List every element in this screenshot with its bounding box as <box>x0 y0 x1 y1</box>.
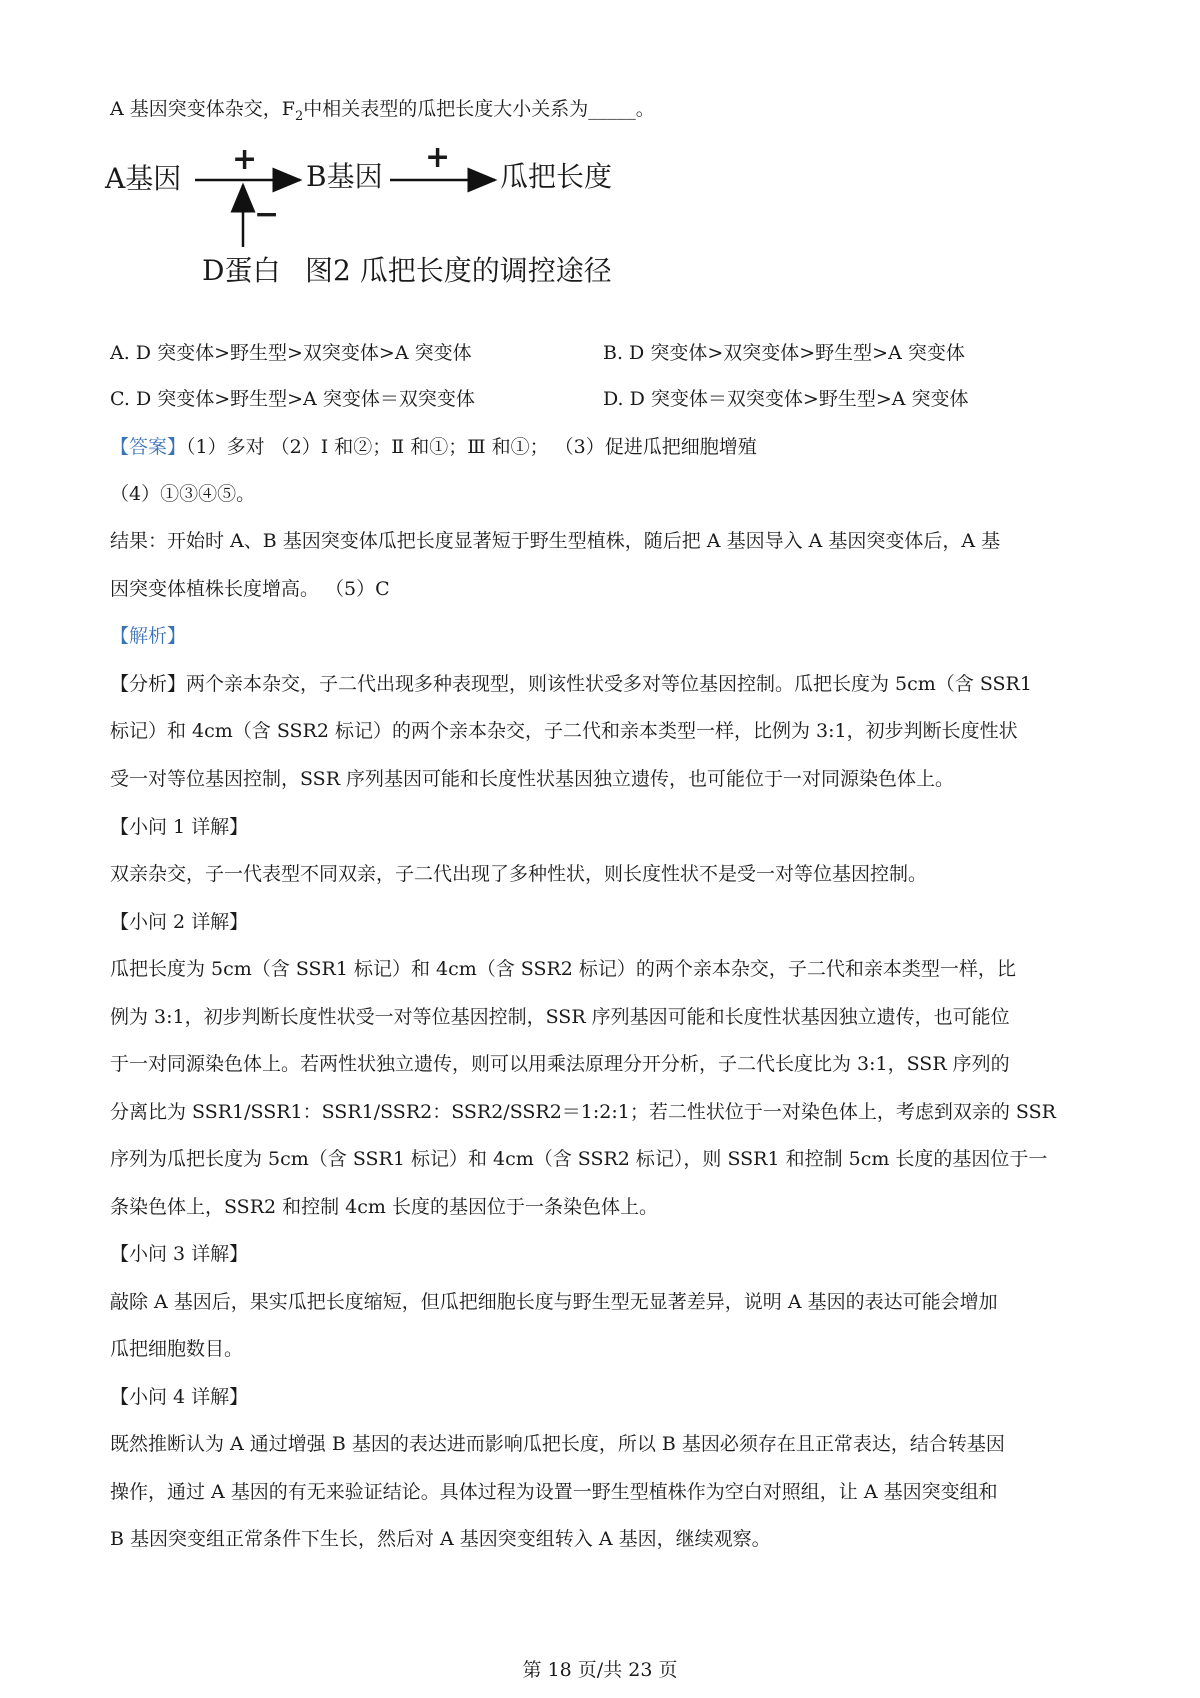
page-number: 第 18 页/共 23 页 <box>522 1659 678 1681</box>
sub-heading-q3: 【小问 3 详解】 <box>110 1243 249 1265</box>
sign-a-to-b: + <box>232 142 258 177</box>
answer-line-1 <box>110 434 757 460</box>
answer-line-2: （4）①③④⑤。 <box>110 483 256 505</box>
option-b: B. D 突变体>双突变体>野生型>A 突变体 <box>603 342 965 364</box>
answer-line-3: 结果：开始时 A、B 基因突变体瓜把长度显著短于野生型植株，随后把 A 基因导入 A 基因突变体后，A 基 <box>110 530 1001 552</box>
analysis-tag: 【解析】 <box>110 625 187 647</box>
analysis-line: 标记）和 4cm（含 SSR2 标记）的两个亲本杂交，子二代和亲本类型一样，比例为 3:1，初步判断长度性状 <box>110 720 1018 742</box>
regulation-diagram <box>105 140 730 320</box>
analysis-line: 双亲杂交，子一代表型不同双亲，子二代出现了多种性状，则长度性状不是受一对等位基因控制。 <box>110 863 928 885</box>
analysis-line: 既然推断认为 A 通过增强 B 基因的表达进而影响瓜把长度，所以 B 基因必须存在且正常表达，结合转基因 <box>110 1433 1005 1455</box>
analysis-line: 瓜把长度为 5cm（含 SSR1 标记）和 4cm（含 SSR2 标记）的两个亲本杂交，子二代和亲本类型一样，比 <box>110 958 1016 980</box>
analysis-line: B 基因突变组正常条件下生长，然后对 A 基因突变组转入 A 基因，继续观察。 <box>110 1528 771 1550</box>
node-d-protein: D蛋白 <box>202 254 281 287</box>
node-a-gene: A基因 <box>105 162 182 195</box>
question-tail-sub: 2 <box>294 108 304 124</box>
node-b-gene: B基因 <box>306 160 383 193</box>
analysis-line: 敲除 A 基因后，果实瓜把长度缩短，但瓜把细胞长度与野生型无显著差异，说明 A 基因的表达可能会增加 <box>110 1291 998 1313</box>
analysis-line: 分离比为 SSR1/SSR1：SSR1/SSR2：SSR2/SSR2＝1:2:1；若二性状位于一对染色体上，考虑到双亲的 SSR <box>110 1101 1056 1123</box>
answer-line-4: 因突变体植株长度增高。 （5）C <box>110 578 390 600</box>
question-tail-after: 中相关表型的瓜把长度大小关系为_____。 <box>303 98 655 120</box>
question-tail-before: A 基因突变体杂交，F <box>110 98 295 120</box>
analysis-line: 序列为瓜把长度为 5cm（含 SSR1 标记）和 4cm（含 SSR2 标记），则 SSR1 和控制 5cm 长度的基因位于一 <box>110 1148 1048 1170</box>
option-c: C. D 突变体>野生型>A 突变体＝双突变体 <box>110 388 475 410</box>
analysis-line: 受一对等位基因控制，SSR 序列基因可能和长度性状基因独立遗传，也可能位于一对同源染色体上。 <box>110 768 955 790</box>
node-melon-length: 瓜把长度 <box>500 160 613 193</box>
analysis-line: 【分析】两个亲本杂交，子二代出现多种表现型，则该性状受多对等位基因控制。瓜把长度为 5cm（含 SSR1 <box>110 673 1032 695</box>
option-a: A. D 突变体>野生型>双突变体>A 突变体 <box>110 342 472 364</box>
sub-heading-q2: 【小问 2 详解】 <box>110 911 249 933</box>
sub-heading-q1: 【小问 1 详解】 <box>110 816 249 838</box>
question-tail <box>110 96 655 130</box>
analysis-line: 条染色体上，SSR2 和控制 4cm 长度的基因位于一条染色体上。 <box>110 1196 658 1218</box>
answer-tag: 【答案】 <box>110 436 187 458</box>
analysis-line: 于一对同源染色体上。若两性状独立遗传，则可以用乘法原理分开分析，子二代长度比为 3:1，SSR 序列的 <box>110 1053 1010 1075</box>
diagram-caption: 图2 瓜把长度的调控途径 <box>305 254 612 287</box>
sub-heading-q4: 【小问 4 详解】 <box>110 1386 249 1408</box>
sign-d-inhibit: − <box>254 197 280 232</box>
option-d: D. D 突变体＝双突变体>野生型>A 突变体 <box>603 388 969 410</box>
answer-text-1: （1）多对 （2）Ⅰ 和②；Ⅱ 和①；Ⅲ 和①； （3）促进瓜把细胞增殖 <box>186 436 757 458</box>
analysis-line: 瓜把细胞数目。 <box>110 1338 244 1360</box>
sign-b-to-out: + <box>425 140 451 175</box>
analysis-line: 操作，通过 A 基因的有无来验证结论。具体过程为设置一野生型植株作为空白对照组，让 A 基因突变组和 <box>110 1481 998 1503</box>
analysis-line: 例为 3:1，初步判断长度性状受一对等位基因控制，SSR 序列基因可能和长度性状基因独立遗传，也可能位 <box>110 1006 1010 1028</box>
diagram-arrows <box>110 150 730 320</box>
